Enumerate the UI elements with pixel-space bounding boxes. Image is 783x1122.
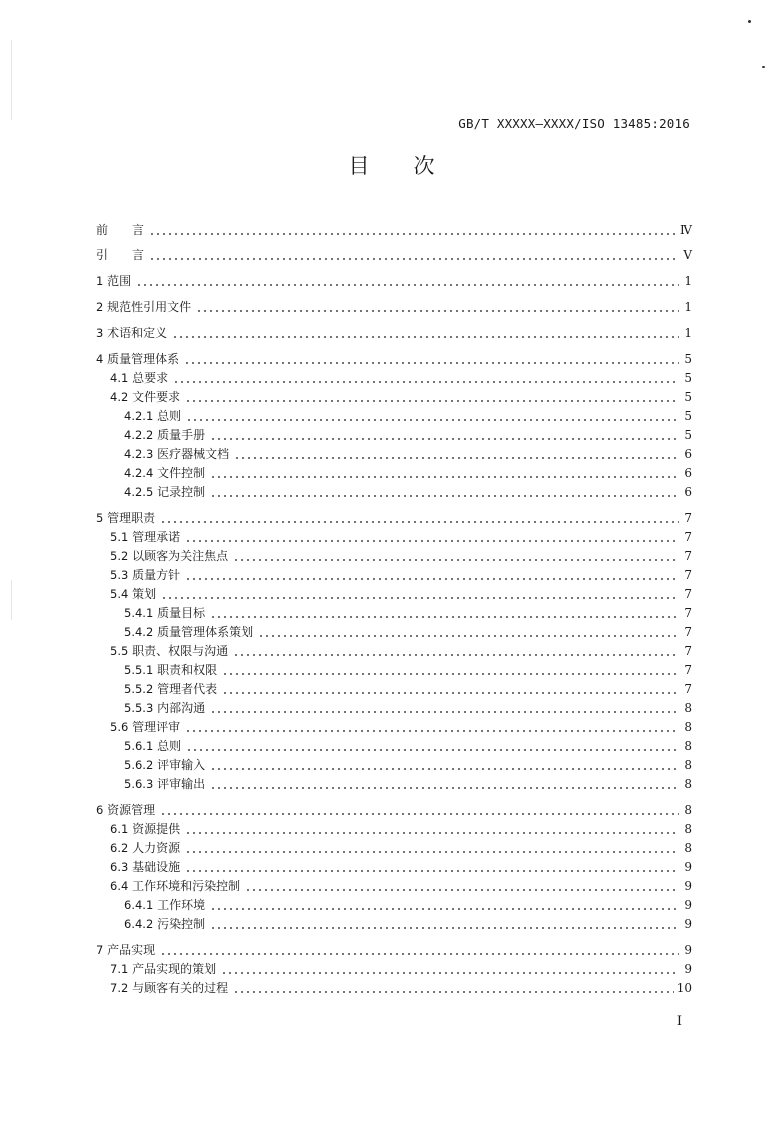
toc-entry-label bbox=[96, 737, 183, 754]
toc-entry-label bbox=[96, 839, 182, 856]
toc-dot-leader bbox=[172, 323, 679, 342]
toc-entry-number: 7.2 bbox=[110, 981, 129, 995]
toc-entry-number: 5.5.1 bbox=[124, 663, 154, 677]
toc-entry[interactable] bbox=[96, 698, 692, 717]
toc-entry-page: 7 bbox=[684, 643, 692, 658]
toc-entry-number: 6.1 bbox=[110, 822, 129, 836]
toc-entry-number: 4.2.1 bbox=[124, 409, 154, 423]
toc-dot-leader bbox=[210, 698, 679, 717]
toc-entry[interactable] bbox=[96, 271, 692, 290]
toc-entry-title: 质量手册 bbox=[157, 428, 206, 442]
toc-entry-title: 评审输入 bbox=[157, 758, 206, 772]
toc-entry-label bbox=[96, 623, 255, 640]
toc-entry-title: 总则 bbox=[157, 739, 182, 753]
toc-entry[interactable] bbox=[96, 406, 692, 425]
toc-entry[interactable] bbox=[96, 220, 692, 239]
toc-entry-number: 6 bbox=[96, 803, 104, 817]
toc-dot-leader bbox=[210, 425, 679, 444]
toc-entry[interactable] bbox=[96, 736, 692, 755]
toc-entry[interactable] bbox=[96, 603, 692, 622]
toc-dot-leader bbox=[136, 271, 679, 290]
toc-entry-title: 产品实现的策划 bbox=[132, 962, 217, 976]
toc-entry[interactable] bbox=[96, 463, 692, 482]
toc-entry-title: 前 言 bbox=[96, 223, 145, 237]
toc-entry-number: 6.4.1 bbox=[124, 898, 154, 912]
toc-entry-number: 6.4 bbox=[110, 879, 129, 893]
toc-dot-leader bbox=[222, 660, 679, 679]
toc-dot-leader bbox=[186, 406, 679, 425]
toc-entry-label bbox=[96, 979, 230, 996]
toc-entry[interactable] bbox=[96, 482, 692, 501]
toc-entry-page: 8 bbox=[684, 719, 692, 734]
toc-dot-leader bbox=[233, 978, 674, 997]
toc-entry-label bbox=[96, 756, 207, 773]
toc-entry[interactable] bbox=[96, 425, 692, 444]
toc-entry-title: 内部沟通 bbox=[157, 701, 206, 715]
toc-entry-number: 5.4.2 bbox=[124, 625, 154, 639]
toc-entry-label bbox=[96, 483, 207, 500]
toc-dot-leader bbox=[222, 679, 679, 698]
toc-dot-leader bbox=[210, 463, 679, 482]
toc-entry-page: 8 bbox=[684, 776, 692, 791]
toc-entry-number: 4.2 bbox=[110, 390, 129, 404]
toc-entry-number: 1 bbox=[96, 274, 104, 288]
toc-entry[interactable] bbox=[96, 914, 692, 933]
toc-entry-title: 工作环境 bbox=[157, 898, 206, 912]
toc-entry-label bbox=[96, 877, 242, 894]
toc-entry-page: 8 bbox=[684, 738, 692, 753]
toc-entry-label bbox=[96, 718, 182, 735]
toc-entry-number: 4.2.4 bbox=[124, 466, 154, 480]
toc-entry-title: 评审输出 bbox=[157, 777, 206, 791]
toc-entry-label bbox=[96, 464, 207, 481]
toc-entry-title: 工作环境和污染控制 bbox=[132, 879, 241, 893]
toc-dot-leader bbox=[210, 774, 679, 793]
toc-entry-title: 规范性引用文件 bbox=[107, 300, 192, 314]
toc-entry-number: 5.6.1 bbox=[124, 739, 154, 753]
toc-entry-page: Ⅴ bbox=[683, 247, 692, 262]
toc-entry-number: 5.1 bbox=[110, 530, 129, 544]
toc-entry-label bbox=[96, 298, 193, 315]
toc-entry-page: 8 bbox=[684, 821, 692, 836]
toc-entry[interactable] bbox=[96, 978, 692, 997]
toc-entry-number: 4.2.5 bbox=[124, 485, 154, 499]
toc-dot-leader bbox=[233, 546, 679, 565]
toc-entry-page: 6 bbox=[684, 465, 692, 480]
toc-entry-page: 9 bbox=[684, 897, 692, 912]
toc-entry-page: 7 bbox=[684, 662, 692, 677]
toc-dot-leader bbox=[160, 800, 679, 819]
toc-entry[interactable] bbox=[96, 959, 692, 978]
toc-entry-number: 5.6 bbox=[110, 720, 129, 734]
toc-entry-page: 7 bbox=[684, 605, 692, 620]
toc-entry-title: 与顾客有关的过程 bbox=[132, 981, 229, 995]
toc-entry-label bbox=[96, 680, 219, 697]
toc-dot-leader bbox=[173, 368, 679, 387]
toc-entry-number: 4.1 bbox=[110, 371, 129, 385]
toc-dot-leader bbox=[185, 565, 679, 584]
toc-entry-title: 引 言 bbox=[96, 248, 145, 262]
toc-dot-leader bbox=[185, 857, 679, 876]
toc-entry-label bbox=[96, 896, 207, 913]
toc-entry-title: 基础设施 bbox=[132, 860, 181, 874]
toc-entry-number: 5.5.3 bbox=[124, 701, 154, 715]
toc-entry-label bbox=[96, 661, 219, 678]
toc-dot-leader bbox=[160, 508, 679, 527]
toc-entry-label bbox=[96, 369, 170, 386]
toc-entry-title: 产品实现 bbox=[107, 943, 156, 957]
toc-dot-leader bbox=[234, 444, 679, 463]
toc-entry-title: 管理者代表 bbox=[157, 682, 218, 696]
toc-entry-label bbox=[96, 547, 230, 564]
toc-entry-title: 总则 bbox=[157, 409, 182, 423]
toc-entry-label bbox=[96, 272, 133, 289]
toc-entry-title: 质量管理体系策划 bbox=[157, 625, 254, 639]
toc-entry-title: 记录控制 bbox=[157, 485, 206, 499]
toc-entry-label bbox=[96, 820, 182, 837]
toc-entry[interactable] bbox=[96, 584, 692, 603]
toc-entry-title: 资源管理 bbox=[107, 803, 156, 817]
toc-dot-leader bbox=[245, 876, 679, 895]
toc-entry-number: 6.3 bbox=[110, 860, 129, 874]
toc-entry-page: 9 bbox=[684, 859, 692, 874]
toc-entry[interactable] bbox=[96, 895, 692, 914]
toc-entry-label bbox=[96, 858, 182, 875]
toc-dot-leader bbox=[185, 819, 679, 838]
scan-speck bbox=[748, 20, 751, 23]
toc-entry[interactable] bbox=[96, 546, 692, 565]
toc-dot-leader bbox=[210, 755, 679, 774]
toc-entry-page: 7 bbox=[684, 567, 692, 582]
toc-entry-label bbox=[96, 407, 183, 424]
toc-entry-title: 文件要求 bbox=[132, 390, 181, 404]
toc-entry[interactable] bbox=[96, 838, 692, 857]
toc-entry-page: 5 bbox=[684, 427, 692, 442]
toc-entry-label bbox=[96, 426, 207, 443]
toc-entry[interactable] bbox=[96, 297, 692, 316]
page-number: I bbox=[676, 1014, 682, 1029]
toc-dot-leader bbox=[210, 914, 679, 933]
toc-dot-leader bbox=[210, 895, 679, 914]
toc-entry-label bbox=[96, 642, 230, 659]
toc-entry-page: 9 bbox=[684, 878, 692, 893]
toc-dot-leader bbox=[186, 736, 679, 755]
toc-entry-label bbox=[96, 350, 181, 367]
toc-entry-number: 3 bbox=[96, 326, 104, 340]
toc-entry-number: 2 bbox=[96, 300, 104, 314]
toc-entry-number: 6.2 bbox=[110, 841, 129, 855]
toc-entry-number: 5.2 bbox=[110, 549, 129, 563]
toc-entry-title: 职责、权限与沟通 bbox=[132, 644, 229, 658]
toc-entry[interactable] bbox=[96, 755, 692, 774]
scan-artifact-line bbox=[11, 40, 12, 120]
toc-dot-leader bbox=[210, 603, 679, 622]
toc-entry-page: 6 bbox=[684, 484, 692, 499]
toc-entry-label bbox=[96, 775, 207, 792]
toc-entry[interactable] bbox=[96, 940, 692, 959]
toc-entry[interactable] bbox=[96, 876, 692, 895]
toc-entry-page: 6 bbox=[684, 446, 692, 461]
toc-entry[interactable] bbox=[96, 857, 692, 876]
toc-entry[interactable] bbox=[96, 660, 692, 679]
scan-artifact-line bbox=[11, 580, 12, 620]
toc-dot-leader bbox=[184, 349, 679, 368]
toc-entry[interactable] bbox=[96, 387, 692, 406]
toc-entry-title: 资源提供 bbox=[132, 822, 181, 836]
toc-dot-leader bbox=[185, 717, 679, 736]
toc-entry-page: 8 bbox=[684, 700, 692, 715]
toc-entry-number: 5.4.1 bbox=[124, 606, 154, 620]
toc-entry-title: 质量管理体系 bbox=[107, 352, 180, 366]
toc-entry[interactable] bbox=[96, 323, 692, 342]
toc-entry-page: 7 bbox=[684, 586, 692, 601]
toc-dot-leader bbox=[233, 641, 679, 660]
standard-code: GB/T XXXXX—XXXX/ISO 13485:2016 bbox=[458, 116, 690, 131]
toc-entry-title: 范围 bbox=[107, 274, 132, 288]
toc-entry-page: 9 bbox=[684, 961, 692, 976]
toc-dot-leader bbox=[196, 297, 679, 316]
toc-entry[interactable] bbox=[96, 679, 692, 698]
toc-entry-page: 8 bbox=[684, 840, 692, 855]
toc-dot-leader bbox=[185, 387, 679, 406]
toc-entry-number: 5.4 bbox=[110, 587, 129, 601]
toc-entry-page: 1 bbox=[684, 325, 692, 340]
toc-entry-number: 7 bbox=[96, 943, 104, 957]
toc-entry-page: 10 bbox=[676, 980, 692, 995]
toc-entry-label bbox=[96, 509, 157, 526]
toc-entry-page: 9 bbox=[684, 942, 692, 957]
toc-entry-label bbox=[96, 566, 182, 583]
scan-speck bbox=[762, 66, 765, 68]
toc-entry-number: 5.3 bbox=[110, 568, 129, 582]
toc-entry[interactable] bbox=[96, 368, 692, 387]
toc-entry-number: 4 bbox=[96, 352, 104, 366]
toc-entry[interactable] bbox=[96, 527, 692, 546]
toc-entry-number: 4.2.2 bbox=[124, 428, 154, 442]
toc-entry-page: 1 bbox=[684, 273, 692, 288]
toc-entry-title: 人力资源 bbox=[132, 841, 181, 855]
toc-dot-leader bbox=[185, 527, 679, 546]
toc-entry[interactable] bbox=[96, 444, 692, 463]
toc-entry-page: 9 bbox=[684, 916, 692, 931]
toc-entry-label bbox=[96, 221, 146, 238]
toc-entry[interactable] bbox=[96, 800, 692, 819]
toc-entry-label bbox=[96, 388, 182, 405]
toc-entry-label bbox=[96, 604, 207, 621]
toc-entry-number: 5.6.2 bbox=[124, 758, 154, 772]
toc-entry-page: 5 bbox=[684, 351, 692, 366]
toc-dot-leader bbox=[149, 245, 679, 264]
toc-entry-number: 4.2.3 bbox=[124, 447, 154, 461]
toc-entry[interactable] bbox=[96, 774, 692, 793]
toc-entry-title: 策划 bbox=[132, 587, 157, 601]
toc-entry-page: 7 bbox=[684, 510, 692, 525]
toc-dot-leader bbox=[185, 838, 679, 857]
toc-entry-number: 7.1 bbox=[110, 962, 129, 976]
toc-entry-page: 8 bbox=[684, 802, 692, 817]
toc-entry-title: 术语和定义 bbox=[107, 326, 168, 340]
toc-entry-title: 管理承诺 bbox=[132, 530, 181, 544]
toc-entry[interactable] bbox=[96, 717, 692, 736]
toc-dot-leader bbox=[210, 482, 679, 501]
toc-entry-label bbox=[96, 699, 207, 716]
toc-entry-title: 质量目标 bbox=[157, 606, 206, 620]
toc-dot-leader bbox=[161, 584, 679, 603]
toc-entry-label bbox=[96, 801, 157, 818]
toc-entry-title: 质量方针 bbox=[132, 568, 181, 582]
toc-entry-page: 5 bbox=[684, 408, 692, 423]
toc-entry-label bbox=[96, 960, 218, 977]
toc-entry-title: 职责和权限 bbox=[157, 663, 218, 677]
toc-dot-leader bbox=[160, 940, 679, 959]
toc-entry-title: 以顾客为关注焦点 bbox=[132, 549, 229, 563]
toc-entry[interactable] bbox=[96, 349, 692, 368]
toc-entry[interactable] bbox=[96, 565, 692, 584]
toc-entry-title: 管理评审 bbox=[132, 720, 181, 734]
toc-entry-label bbox=[96, 445, 231, 462]
toc-dot-leader bbox=[258, 622, 679, 641]
toc-entry-title: 医疗器械文档 bbox=[157, 447, 230, 461]
page-title: 目次 bbox=[348, 154, 479, 178]
toc-entry-number: 5.5 bbox=[110, 644, 129, 658]
toc-entry-number: 5 bbox=[96, 511, 104, 525]
toc-entry-number: 5.6.3 bbox=[124, 777, 154, 791]
toc-entry-page: 5 bbox=[684, 370, 692, 385]
toc-entry-title: 文件控制 bbox=[157, 466, 206, 480]
toc-entry-page: 5 bbox=[684, 389, 692, 404]
toc-entry-page: 7 bbox=[684, 529, 692, 544]
toc-entry-label bbox=[96, 246, 146, 263]
toc-entry-page: 7 bbox=[684, 548, 692, 563]
toc-dot-leader bbox=[221, 959, 679, 978]
toc-entry-title: 总要求 bbox=[132, 371, 169, 385]
toc-entry-number: 5.5.2 bbox=[124, 682, 154, 696]
toc-entry-page: 1 bbox=[684, 299, 692, 314]
toc-entry-number: 6.4.2 bbox=[124, 917, 154, 931]
toc-entry-label bbox=[96, 915, 207, 932]
toc-dot-leader bbox=[149, 220, 677, 239]
toc-entry-page: 7 bbox=[684, 681, 692, 696]
toc-entry[interactable] bbox=[96, 641, 692, 660]
toc-entry[interactable] bbox=[96, 245, 692, 264]
toc-entry-label bbox=[96, 324, 169, 341]
toc-entry-label bbox=[96, 941, 157, 958]
toc-entry-page: Ⅳ bbox=[680, 222, 692, 237]
toc-entry-page: 7 bbox=[684, 624, 692, 639]
toc-entry-label bbox=[96, 585, 158, 602]
toc-entry[interactable] bbox=[96, 622, 692, 641]
toc-entry[interactable] bbox=[96, 819, 692, 838]
toc-entry-title: 管理职责 bbox=[107, 511, 156, 525]
toc-entry-title: 污染控制 bbox=[157, 917, 206, 931]
toc-entry[interactable] bbox=[96, 508, 692, 527]
toc-entry-page: 8 bbox=[684, 757, 692, 772]
toc-entry-label bbox=[96, 528, 182, 545]
